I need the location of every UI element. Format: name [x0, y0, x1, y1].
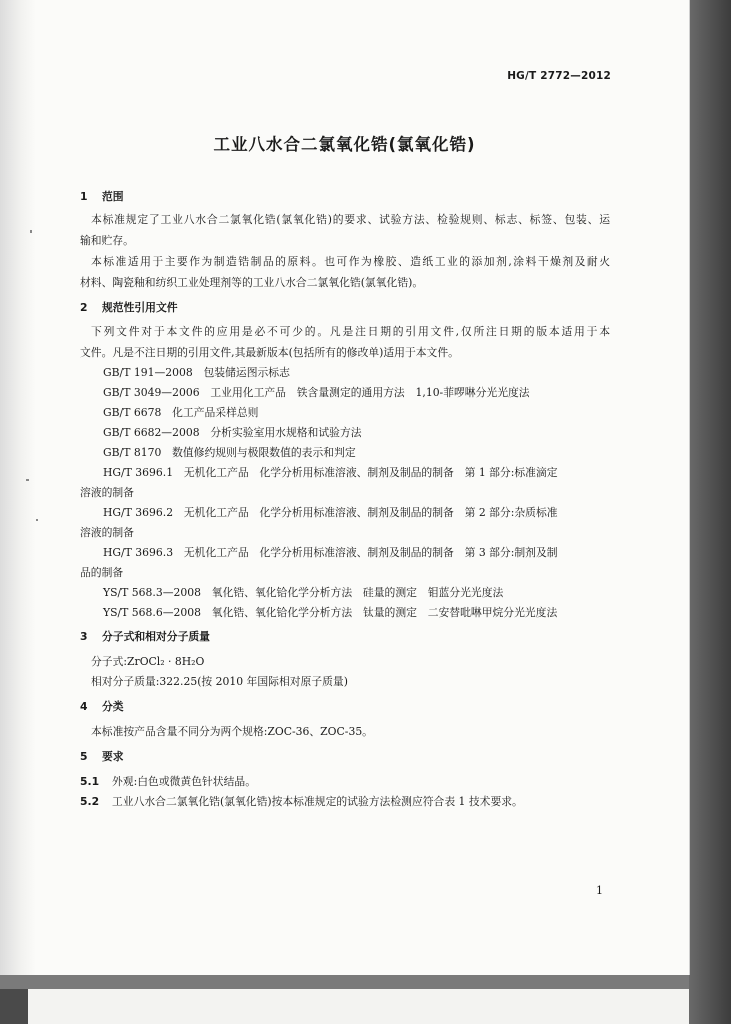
document-title: 工业八水合二氯氧化锆(氯氧化锆) [213, 135, 476, 154]
section-2-heading [80, 301, 178, 315]
reference-item: GB/T 6682—2008 分析实验室用水规格和试验方法 [103, 426, 362, 439]
reference-hg-3696-1-line-1: HG/T 3696.1 无机化工产品 化学分析用标准溶液、制剂及制品的制备 第 1 部分:标准滴定 [103, 466, 558, 479]
clause-text: 工业八水合二氯氧化锆(氯氧化锆)按本标准规定的试验方法检测应符合表 1 技术要求。 [112, 795, 523, 808]
section-title: 分类 [102, 700, 124, 713]
scan-speck [30, 230, 32, 233]
reference-item: GB/T 6678 化工产品采样总则 [103, 406, 259, 419]
classification-text: 本标准按产品含量不同分为两个规格:ZOC-36、ZOC-35。 [91, 725, 373, 738]
scan-speck [26, 479, 29, 481]
next-page-edge [28, 989, 689, 1024]
requirement-5-2 [80, 795, 523, 809]
section-number: 2 [80, 301, 88, 314]
clause-number: 5.2 [80, 795, 100, 808]
reference-item: GB/T 191—2008 包装储运图示标志 [103, 366, 290, 379]
section-3-heading [80, 630, 210, 644]
reference-item: GB/T 3049—2006 工业用化工产品 铁含量测定的通用方法 1,10-菲啰啉分光光度法 [103, 386, 530, 399]
reference-hg-3696-3-line-2: 品的制备 [80, 566, 124, 579]
reference-hg-3696-3-line-1: HG/T 3696.3 无机化工产品 化学分析用标准溶液、制剂及制品的制备 第 3 部分:制剂及制 [103, 546, 558, 559]
section-number: 1 [80, 190, 88, 203]
page-number: 1 [596, 884, 603, 897]
section-1-heading [80, 190, 124, 204]
scan-speck [36, 519, 38, 521]
scope-paragraph-2-line-2: 材料、陶瓷釉和纺织工业处理剂等的工业八水合二氯氧化锆(氯氧化锆)。 [80, 276, 424, 289]
section-number: 4 [80, 700, 88, 713]
scope-paragraph-1-line-2: 输和贮存。 [80, 234, 134, 247]
clause-number: 5.1 [80, 775, 100, 788]
section-title: 范围 [102, 190, 124, 203]
clause-text: 外观:白色或微黄色针状结晶。 [112, 775, 256, 788]
section-title: 规范性引用文件 [102, 301, 178, 314]
reference-ys-568-3: YS/T 568.3—2008 氧化锆、氧化铪化学分析方法 硅量的测定 钼蓝分光光度法 [103, 586, 504, 599]
scanner-background [689, 0, 731, 1024]
section-5-heading [80, 750, 124, 764]
reference-ys-568-6: YS/T 568.6—2008 氧化锆、氧化铪化学分析方法 钛量的测定 二安替吡啉甲烷分光光度法 [103, 606, 558, 619]
scope-paragraph-1-line-1: 本标准规定了工业八水合二氯氧化锆(氯氧化锆)的要求、试验方法、检验规则、标志、标签、包装、运 [91, 213, 610, 226]
scope-paragraph-2-line-1: 本标准适用于主要作为制造锆制品的原料。也可作为橡胶、造纸工业的添加剂,涂料干燥剂及耐火 [91, 255, 610, 268]
section-number: 5 [80, 750, 88, 763]
section-title: 分子式和相对分子质量 [102, 630, 210, 643]
reference-hg-3696-2-line-2: 溶液的制备 [80, 526, 134, 539]
molecular-formula: 分子式:ZrOCl₂ · 8H₂O [91, 655, 205, 668]
references-intro-line-1: 下列文件对于本文件的应用是必不可少的。凡是注日期的引用文件,仅所注日期的版本适用于本 [91, 325, 610, 338]
reference-hg-3696-2-line-1: HG/T 3696.2 无机化工产品 化学分析用标准溶液、制剂及制品的制备 第 2 部分:杂质标准 [103, 506, 558, 519]
section-number: 3 [80, 630, 88, 643]
section-4-heading [80, 700, 124, 714]
molecular-mass: 相对分子质量:322.25(按 2010 年国际相对原子质量) [91, 675, 348, 688]
requirement-5-1 [80, 775, 256, 789]
references-intro-line-2: 文件。凡是不注日期的引用文件,其最新版本(包括所有的修改单)适用于本文件。 [80, 346, 459, 359]
reference-item: GB/T 8170 数值修约规则与极限数值的表示和判定 [103, 446, 356, 459]
section-title: 要求 [102, 750, 124, 763]
page-gap [0, 975, 689, 989]
reference-hg-3696-1-line-2: 溶液的制备 [80, 486, 134, 499]
standard-code: HG/T 2772—2012 [507, 70, 611, 82]
